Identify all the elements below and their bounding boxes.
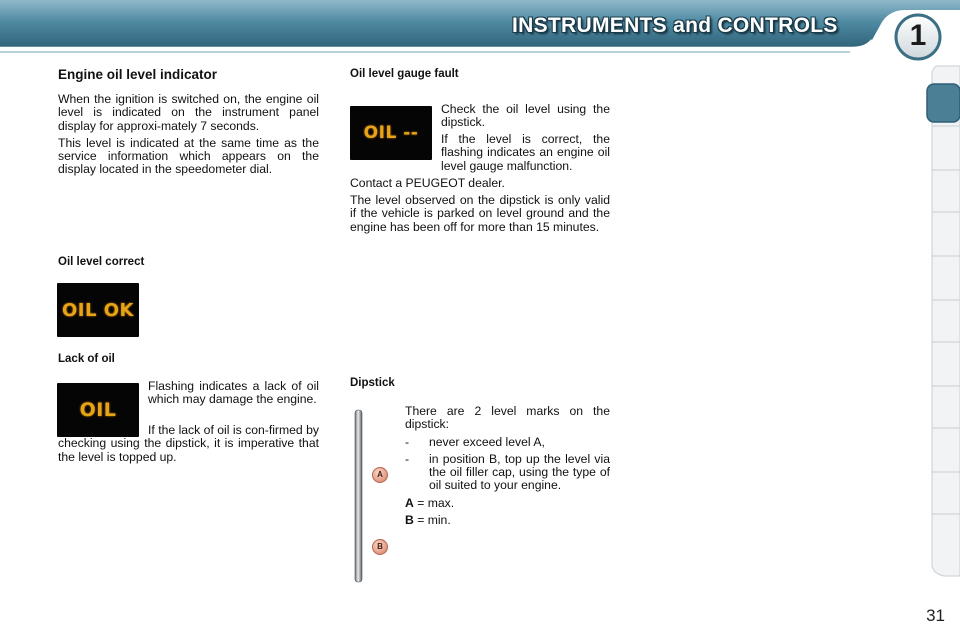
gauge-fault-text-side bbox=[441, 103, 610, 134]
dipstick-marker-b: B bbox=[372, 539, 388, 555]
oil-ok-display-text: OIL OK bbox=[62, 299, 134, 321]
list-item bbox=[405, 436, 610, 449]
page-number: 31 bbox=[926, 606, 945, 625]
legend-key: A bbox=[405, 495, 414, 510]
dipstick-illustration bbox=[344, 408, 404, 584]
legend-value: = max. bbox=[413, 495, 455, 510]
list-dash: - bbox=[405, 434, 410, 449]
intro-paragraph: When the ignition is switched on, the engine oil level is indicated on the instrument panel display for approxi-mately 7 seconds. bbox=[58, 92, 319, 133]
gauge-fault-paragraph: Contact a PEUGEOT dealer. bbox=[350, 175, 505, 190]
gauge-fault-paragraph: The level observed on the dipstick is only valid if the vehicle is parked on level ground and the engine has been off for more than 15 minutes. bbox=[350, 193, 610, 234]
legend-max bbox=[405, 497, 610, 510]
legend-key: B bbox=[405, 513, 414, 528]
chapter-tab-rail bbox=[924, 60, 960, 580]
intro-text bbox=[58, 93, 319, 181]
dipstick-marker-a: A bbox=[372, 467, 388, 483]
oil-correct-heading: Oil level correct bbox=[58, 256, 145, 268]
chapter-number: 1 bbox=[909, 19, 927, 52]
lack-of-oil-text bbox=[148, 380, 319, 411]
list-item-text: never exceed level A, bbox=[429, 434, 545, 449]
gauge-fault-paragraph: Check the oil level using the dipstick. bbox=[441, 102, 610, 130]
list-item bbox=[405, 453, 610, 493]
engine-oil-heading: Engine oil level indicator bbox=[58, 67, 218, 82]
lack-of-oil-text-2 bbox=[58, 424, 319, 468]
list-dash: - bbox=[405, 451, 410, 466]
dipstick-intro: There are 2 level marks on the dipstick: bbox=[405, 404, 610, 432]
oil-lack-display-text: OIL bbox=[79, 399, 117, 421]
dipstick-heading: Dipstick bbox=[350, 377, 395, 389]
dipstick-text bbox=[405, 405, 610, 531]
legend-value: = min. bbox=[413, 513, 451, 528]
legend-min bbox=[405, 514, 610, 527]
lack-of-oil-heading: Lack of oil bbox=[58, 353, 115, 365]
gauge-fault-text bbox=[350, 133, 610, 238]
intro-paragraph: This level is indicated at the same time as the service information which appears on the display located in the speedometer dial. bbox=[58, 135, 319, 177]
gauge-fault-paragraph: If the level is correct, the flashing indicates an engine oil level gauge malfunction. bbox=[441, 132, 610, 173]
oil-fault-display-text: OIL -- bbox=[363, 123, 419, 143]
lack-of-oil-paragraph: Flashing indicates a lack of oil which may damage the engine. bbox=[148, 379, 319, 407]
oil-ok-display bbox=[57, 283, 139, 337]
gauge-fault-heading: Oil level gauge fault bbox=[350, 68, 459, 80]
lack-of-oil-paragraph: If the lack of oil is con-firmed by checking using the dipstick, it is imperative that the level is topped up. bbox=[58, 423, 319, 464]
active-chapter-tab[interactable] bbox=[927, 84, 960, 122]
chapter-title: INSTRUMENTS and CONTROLS bbox=[512, 14, 838, 37]
list-item-text: in position B, top up the level via the oil filler cap, using the type of oil suited to your engine. bbox=[429, 451, 610, 493]
